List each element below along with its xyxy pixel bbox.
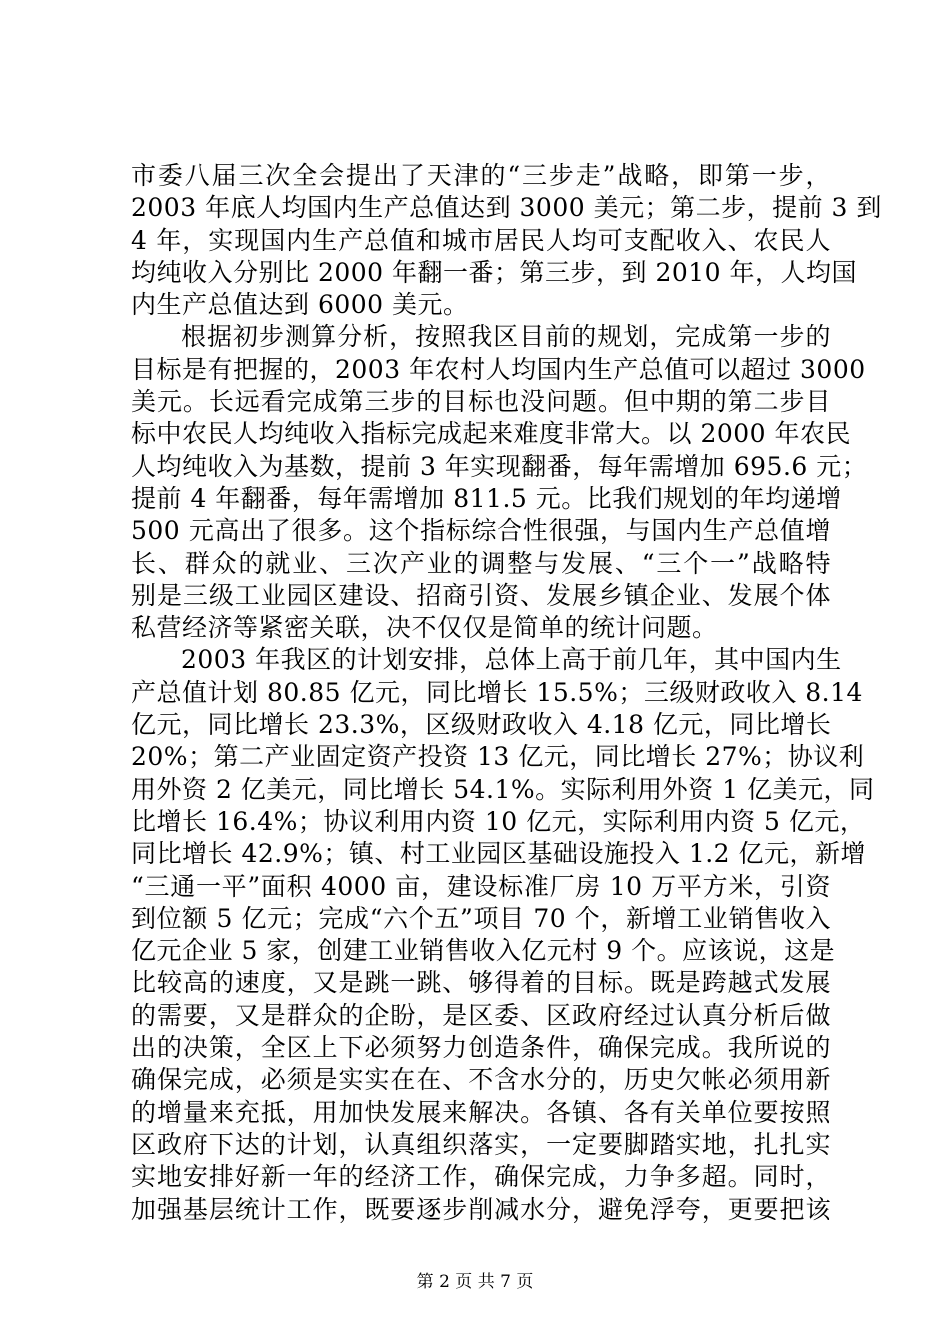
text-line: 的增量来充抵，用加快发展来解决。各镇、各有关单位要按照: [131, 1097, 831, 1127]
text-line: 人均纯收入为基数，提前 3 年实现翻番，每年需增加 695.6 元；: [131, 451, 868, 481]
text-line: 私营经济等紧密关联，决不仅仅是简单的统计问题。: [131, 613, 718, 643]
paragraph-2: [131, 321, 868, 644]
text-line: 提前 4 年翻番，每年需增加 811.5 元。比我们规划的年均递增: [131, 483, 842, 513]
text-line: 长、群众的就业、三次产业的调整与发展、“三个一”战略特: [131, 548, 831, 578]
text-line: 的需要，又是群众的企盼，是区委、区政府经过认真分析后做: [131, 1000, 831, 1030]
text-line: 别是三级工业园区建设、招商引资、发展乡镇企业、发展个体: [131, 580, 831, 610]
text-line: 内生产总值达到 6000 美元。: [131, 290, 469, 320]
text-line: “三通一平”面积 4000 亩，建设标准厂房 10 万平方米，引资: [131, 871, 831, 901]
text-line: 均纯收入分别比 2000 年翻一番；第三步，到 2010 年，人均国: [131, 257, 858, 287]
text-line: 比增长 16.4%；协议利用内资 10 亿元，实际利用内资 5 亿元，: [131, 806, 866, 836]
text-line: 区政府下达的计划，认真组织落实，一定要脚踏实地，扎扎实: [131, 1129, 831, 1159]
text-line: 亿元企业 5 家，创建工业销售收入亿元村 9 个。应该说，这是: [131, 936, 836, 966]
text-line: 根据初步测算分析，按照我区目前的规划，完成第一步的: [181, 322, 831, 352]
text-line: 2003 年底人均国内生产总值达到 3000 美元；第二步，提前 3 到: [131, 193, 882, 223]
text-line: 产总值计划 80.85 亿元，同比增长 15.5%；三级财政收入 8.14: [131, 677, 863, 707]
text-line: 标中农民人均纯收入指标完成起来难度非常大。以 2000 年农民: [131, 419, 852, 449]
page-number-footer: 第 2 页 共 7 页: [416, 1272, 534, 1292]
text-line: 美元。长远看完成第三步的目标也没问题。但中期的第二步目: [131, 387, 831, 417]
paragraph-3: [131, 644, 875, 1225]
text-line: 2003 年我区的计划安排，总体上高于前几年，其中国内生: [181, 645, 842, 675]
text-line: 市委八届三次全会提出了天津的“三步走”战略，即第一步，: [131, 161, 831, 190]
text-line: 确保完成，必须是实实在在、不含水分的，历史欠帐必须用新: [131, 1065, 831, 1095]
text-line: 目标是有把握的，2003 年农村人均国内生产总值可以超过 3000: [131, 354, 866, 384]
text-line: 用外资 2 亿美元，同比增长 54.1%。实际利用外资 1 亿美元，同: [131, 774, 875, 804]
text-line: 亿元，同比增长 23.3%，区级财政收入 4.18 亿元，同比增长: [131, 710, 832, 740]
text-line: 20%；第二产业固定资产投资 13 亿元，同比增长 27%；协议利: [131, 742, 865, 772]
text-line: 出的决策，全区上下必须努力创造条件，确保完成。我所说的: [131, 1033, 831, 1063]
document-body: [131, 160, 882, 1226]
text-line: 500 元高出了很多。这个指标综合性很强，与国内生产总值增: [131, 516, 831, 546]
text-line: 到位额 5 亿元；完成“六个五”项目 70 个，新增工业销售收入: [131, 903, 831, 933]
text-line: 同比增长 42.9%；镇、村工业园区基础设施投入 1.2 亿元，新增: [131, 839, 867, 869]
text-line: 加强基层统计工作，既要逐步削减水分，避免浮夸，更要把该: [131, 1194, 831, 1224]
paragraph-1: [131, 160, 882, 321]
text-line: 4 年，实现国内生产总值和城市居民人均可支配收入、农民人: [131, 225, 831, 255]
text-line: 实地安排好新一年的经济工作，确保完成，力争多超。同时，: [131, 1162, 831, 1192]
text-line: 比较高的速度，又是跳一跳、够得着的目标。既是跨越式发展: [131, 968, 831, 998]
